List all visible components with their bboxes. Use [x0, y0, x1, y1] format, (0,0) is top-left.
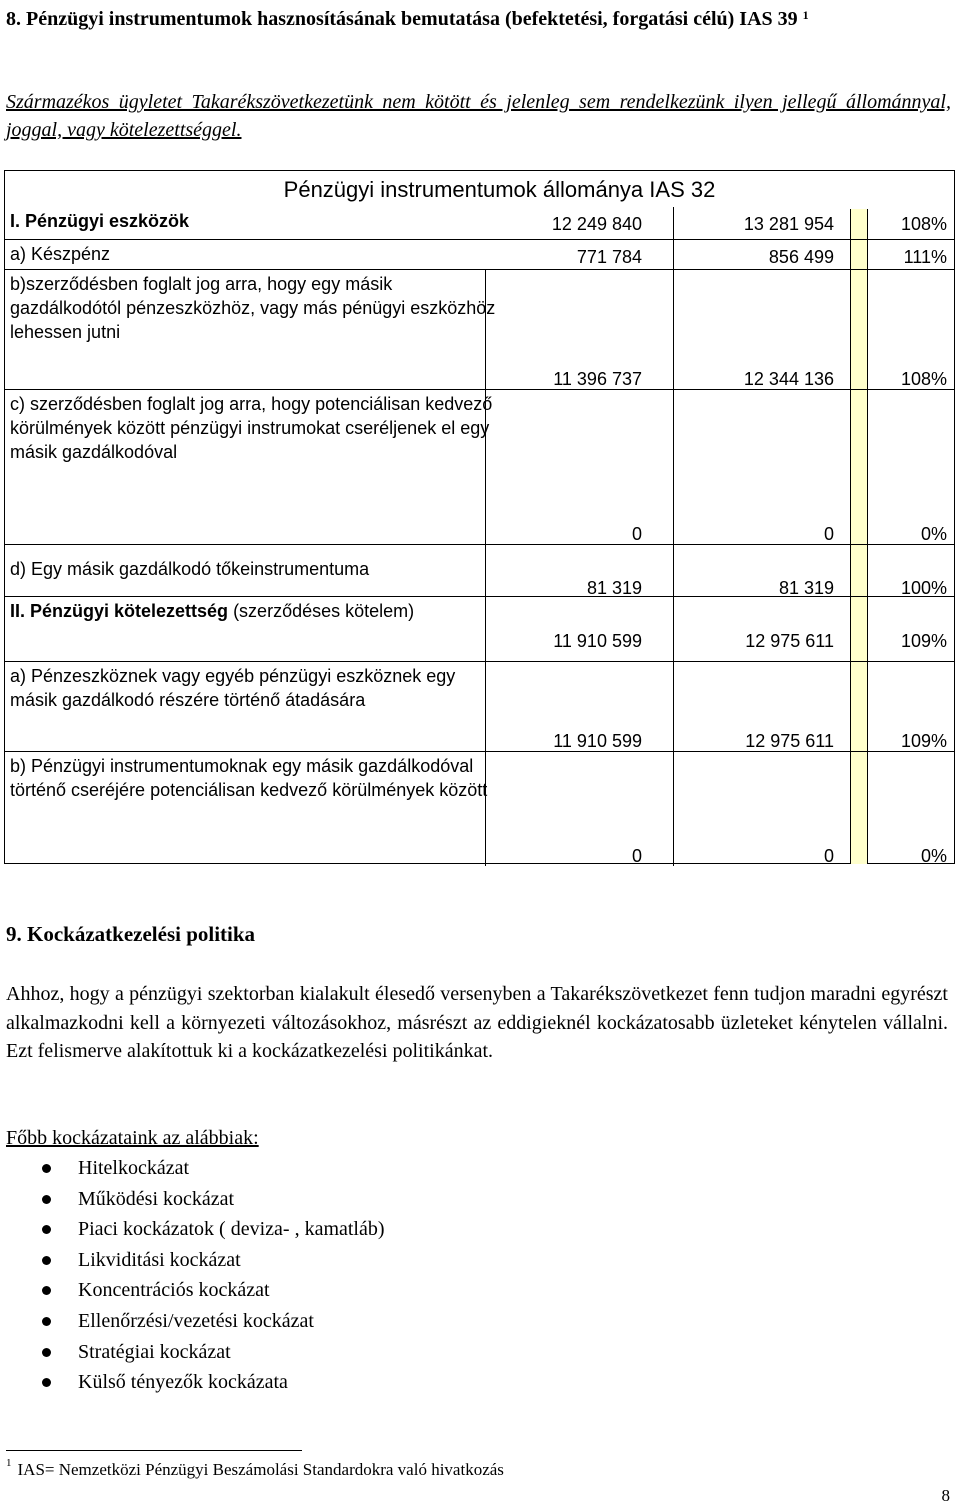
risk-name: Ellenőrzési/vezetési kockázat	[78, 1309, 314, 1332]
value-cell-border	[673, 240, 675, 270]
row-label-bold: I. Pénzügyi eszközök	[10, 211, 190, 231]
risk-name: Hitelkockázat	[78, 1157, 190, 1179]
value-cell-border	[485, 752, 487, 866]
risk-list-item	[0, 1306, 385, 1337]
risk-name: Koncentrációs kockázat	[78, 1279, 270, 1302]
row-label-text: a) Pénzeszköznek vagy egyéb pénzügyi eszköznek egy másik gazdálkodó részére történő átadására	[10, 666, 456, 710]
page-number: 8	[941, 1486, 950, 1505]
footnote	[6, 1457, 504, 1480]
risk-name: Likviditási kockázat	[78, 1248, 241, 1271]
table-row	[5, 207, 954, 239]
value-2019: 0	[631, 524, 642, 544]
bullet-icon	[42, 1195, 51, 1204]
row-label-text: c) szerződésben foglalt jog arra, hogy potenciálisan kedvező körülmények között pénzügyi instrumokat cseréljenek el egy másik gazdálkodóval	[10, 394, 493, 462]
value-2019: 11 396 737	[553, 369, 642, 389]
section-8-heading-text: 8. Pénzügyi instrumentumok hasznosításának bemutatása (befektetési, forgatási célú) IAS 39	[6, 8, 798, 30]
risk-name: Működési kockázat	[78, 1187, 235, 1210]
value-2020: 0	[823, 846, 834, 866]
row-label-text: b) Pénzügyi instrumentumoknak egy másik gazdálkodóval történő cseréjére potenciálisan kedvező körülmények között	[10, 756, 488, 800]
risk-list-item	[0, 1214, 385, 1245]
row-label	[10, 599, 500, 623]
value-2019: 771 784	[576, 247, 642, 267]
value-cell-border	[673, 662, 675, 752]
value-2020: 0	[823, 524, 834, 544]
table-row	[5, 269, 954, 389]
value-index: 109%	[900, 731, 947, 751]
bullet-icon	[42, 1256, 51, 1265]
value-cell-border	[673, 597, 675, 662]
risk-name: Stratégiai kockázat	[78, 1340, 231, 1363]
row-label-text: a) Készpénz	[10, 244, 111, 264]
row-label	[10, 557, 500, 581]
risk-list-item	[0, 1337, 385, 1368]
value-cell-border	[673, 207, 675, 239]
bullet-icon	[42, 1317, 51, 1326]
footnote-number: 1	[6, 1457, 12, 1469]
risk-list-item	[0, 1367, 385, 1398]
footnote-reference: 1	[802, 8, 809, 22]
instruments-table	[4, 170, 955, 864]
bullet-icon	[42, 1164, 51, 1173]
risk-list-heading: Főbb kockázataink az alábbiak:	[6, 1127, 259, 1149]
row-label	[10, 754, 500, 802]
value-2020: 12 975 611	[745, 731, 834, 751]
value-cell-border	[485, 662, 487, 752]
table-row	[5, 389, 954, 544]
value-cell-border	[485, 270, 487, 390]
row-label	[10, 272, 500, 344]
risk-list-item	[0, 1184, 385, 1215]
value-index: 0%	[920, 846, 947, 866]
value-cell-border	[485, 390, 487, 545]
value-index: 0%	[920, 524, 947, 544]
risk-list-item	[0, 1245, 385, 1276]
table-row	[5, 544, 954, 596]
table-row	[5, 596, 954, 661]
value-2019: 0	[631, 846, 642, 866]
value-cell-border	[485, 597, 487, 662]
value-index: 111%	[903, 247, 947, 267]
value-cell-border	[485, 545, 487, 597]
table-title: Pénzügyi instrumentumok állománya IAS 32	[283, 177, 716, 202]
row-label-text: b)szerződésben foglalt jog arra, hogy egy másik gazdálkodótól pénzeszközhöz, vagy más pénügyi eszközhöz lehessen jutni	[10, 274, 496, 342]
risk-name: Külső tényezők kockázata	[78, 1371, 288, 1394]
value-2020: 12 344 136	[743, 369, 834, 389]
row-label	[10, 242, 500, 266]
value-index: 108%	[900, 369, 947, 389]
table-row	[5, 751, 954, 865]
value-2020: 12 975 611	[745, 631, 834, 651]
value-2019: 12 249 840	[551, 214, 642, 234]
risk-list	[0, 1153, 385, 1398]
table-row	[5, 661, 954, 751]
row-label	[10, 209, 500, 233]
row-label-bold: II. Pénzügyi kötelezettség	[10, 601, 229, 621]
bullet-icon	[42, 1348, 51, 1357]
footnote-divider	[6, 1450, 302, 1451]
value-2020: 856 499	[768, 247, 834, 267]
bullet-icon	[42, 1286, 51, 1295]
section-9-paragraph: Ahhoz, hogy a pénzügyi szektorban kialakult élesedő versenyben a Takarékszövetkezet fenn tudjon maradni egyrészt alkalmazkodni kell a környezeti változásokhoz, másrészt az eddigieknél kockázatosabb üzleteket kénytelen vállalni. Ezt felismerve alakítottuk ki a kockázatkezelési politikánkat.	[6, 983, 948, 1062]
value-2019: 81 319	[586, 578, 642, 598]
value-cell-border	[673, 752, 675, 866]
value-2019: 11 910 599	[553, 731, 642, 751]
row-label-text: d) Egy másik gazdálkodó tőkeinstrumentuma	[10, 559, 370, 579]
value-cell-border	[673, 390, 675, 545]
bullet-icon	[42, 1225, 51, 1234]
table-row	[5, 239, 954, 269]
value-index: 109%	[900, 631, 947, 651]
value-cell-border	[673, 270, 675, 390]
section-9-title: 9. Kockázatkezelési politika	[6, 922, 256, 946]
risk-list-item	[0, 1275, 385, 1306]
intro-paragraph: Származékos ügyletet Takarékszövetkezetünk nem kötött és jelenleg sem rendelkezünk ilyen jellegű állománnyal, joggal, vagy kötelezettséggel.	[6, 91, 951, 141]
value-index: 100%	[900, 578, 947, 598]
bullet-icon	[42, 1378, 51, 1387]
risk-list-item	[0, 1153, 385, 1184]
risk-name: Piaci kockázatok ( deviza- , kamatláb)	[78, 1218, 385, 1241]
value-2020: 13 281 954	[743, 214, 834, 234]
value-index: 108%	[900, 214, 947, 234]
footnote-text: IAS= Nemzetközi Pénzügyi Beszámolási Standardokra való hivatkozás	[17, 1460, 504, 1479]
value-2020: 81 319	[778, 578, 834, 598]
row-label-text: (szerződéses kötelem)	[228, 601, 415, 621]
row-label	[10, 392, 500, 464]
value-cell-border	[673, 545, 675, 597]
section-8-heading	[6, 4, 951, 34]
row-label	[10, 664, 500, 712]
value-2019: 11 910 599	[553, 631, 642, 651]
